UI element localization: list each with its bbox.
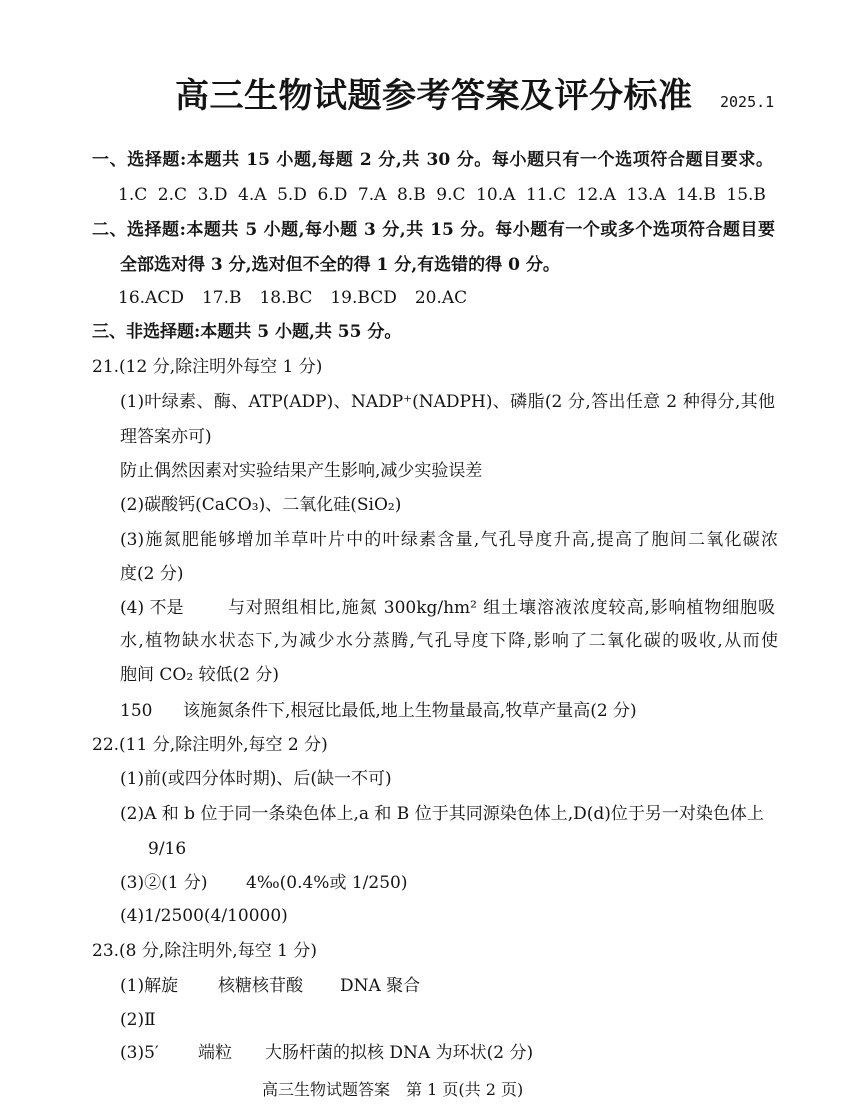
q22-answer-2-ratio: 9/16 <box>148 839 187 859</box>
q22-header: 22.(11 分,除注明外,每空 2 分) <box>92 735 328 755</box>
answer-item: 1.C <box>118 185 148 205</box>
part2-answer-list <box>118 286 467 310</box>
footer-page-number: 第 1 页(共 2 页) <box>406 1080 524 1099</box>
q22-answer-3-label: (3)②(1 分) <box>120 873 208 893</box>
q21-answer-3-line-1: (3)施氮肥能够增加羊草叶片中的叶绿素含量,气孔导度升高,提高了胞间二氧化碳浓 <box>120 530 778 550</box>
answer-item: 19.BCD <box>330 288 397 308</box>
q21-answer-3-line-2: 度(2 分) <box>120 564 184 584</box>
answer-item: 3.D <box>197 185 228 205</box>
part2-heading-line-2: 全部选对得 3 分,选对但不全的得 1 分,有选错的得 0 分。 <box>120 255 560 275</box>
q21-answer-4-line-3: 胞间 CO₂ 较低(2 分) <box>120 665 280 685</box>
q21-optimum-reason: 该施氮条件下,根冠比最低,地上生物量最高,牧草产量高(2 分) <box>183 701 637 721</box>
answer-item: 11.C <box>525 185 566 205</box>
answer-item: 8.B <box>396 185 426 205</box>
q21-answer-4-line-2: 水,植物缺水状态下,为减少水分蒸腾,气孔导度下降,影响了二氧化碳的吸收,从而使 <box>120 631 778 651</box>
q23-answer-1 <box>120 974 520 998</box>
q21-answer-1-line-1: (1)叶绿素、酶、ATP(ADP)、NADP⁺(NADPH)、磷脂(2 分,答出任意 2 种得分,其他 <box>120 392 775 412</box>
q22-answer-1: (1)前(或四分体时期)、后(缺一不可) <box>120 769 392 789</box>
footer-title: 高三生物试题答案 <box>262 1080 391 1099</box>
q21-answer-2: (2)碳酸钙(CaCO₃)、二氧化硅(SiO₂) <box>120 495 402 515</box>
answer-item: 6.D <box>317 185 348 205</box>
answer-item: 4.A <box>238 185 267 205</box>
q22-answer-2: (2)A 和 b 位于同一条染色体上,a 和 B 位于其同源染色体上,D(d)位于另一对染色体上 <box>120 804 764 824</box>
answer-item: 16.ACD <box>118 288 184 308</box>
q22-answer-3-value: 4‰(0.4%或 1/250) <box>246 873 408 893</box>
answer-item: 9.C <box>436 185 466 205</box>
q21-answer-4-line-1 <box>120 596 775 620</box>
q21-answer-1-line-2: 理答案亦可) <box>120 427 212 447</box>
answer-item: 2.C <box>157 185 188 205</box>
q23-answer-3 <box>120 1041 620 1065</box>
q23-header: 23.(8 分,除注明外,每空 1 分) <box>92 941 317 961</box>
q23-answer-3-blank-2: 端粒 <box>198 1043 232 1063</box>
q22-answer-3 <box>120 871 520 895</box>
q21-answer-4-optimum <box>120 699 740 723</box>
part1-answer-list <box>118 183 766 207</box>
q23-answer-1-blank-2: 核糖核苷酸 <box>218 976 303 996</box>
answer-item: 5.D <box>277 185 307 205</box>
q21-answer-4-label: (4) 不是 <box>120 598 184 618</box>
document-date: 2025.1 <box>720 93 775 111</box>
answer-item: 18.BC <box>259 288 313 308</box>
answer-item: 7.A <box>357 185 387 205</box>
answer-item: 17.B <box>201 288 242 308</box>
part2-heading-line-1: 二、选择题:本题共 5 小题,每小题 3 分,共 15 分。每小题有一个或多个选项符合题目要 <box>92 220 775 240</box>
answer-item: 12.A <box>576 185 616 205</box>
answer-item: 10.A <box>476 185 516 205</box>
q23-answer-2: (2)Ⅱ <box>120 1010 156 1030</box>
q21-optimum-value: 150 <box>120 701 153 721</box>
q23-answer-3-blank-3: 大肠杆菌的拟核 DNA 为环状(2 分) <box>265 1043 534 1063</box>
q21-answer-4-text: 与对照组相比,施氮 300kg/hm² 组土壤溶液浓度较高,影响植物细胞吸 <box>228 598 775 618</box>
part1-heading: 一、选择题:本题共 15 小题,每题 2 分,共 30 分。每小题只有一个选项符合题目要求。 <box>92 150 773 170</box>
answer-item: 15.B <box>726 185 766 205</box>
q23-answer-3-blank-1: (3)5′ <box>120 1043 159 1063</box>
q23-answer-1-blank-1: (1)解旋 <box>120 976 179 996</box>
q21-answer-1-extra: 防止偶然因素对实验结果产生影响,减少实验误差 <box>120 461 483 481</box>
q21-header: 21.(12 分,除注明外每空 1 分) <box>92 357 323 377</box>
q23-answer-1-blank-3: DNA 聚合 <box>340 976 421 996</box>
answer-item: 14.B <box>676 185 716 205</box>
answer-item: 13.A <box>626 185 666 205</box>
part3-heading: 三、非选择题:本题共 5 小题,共 55 分。 <box>92 322 402 342</box>
answer-item: 20.AC <box>414 288 468 308</box>
page-footer <box>262 1078 523 1102</box>
document-title: 高三生物试题参考答案及评分标准 <box>175 76 693 116</box>
q22-answer-4: (4)1/2500(4/10000) <box>120 906 288 926</box>
